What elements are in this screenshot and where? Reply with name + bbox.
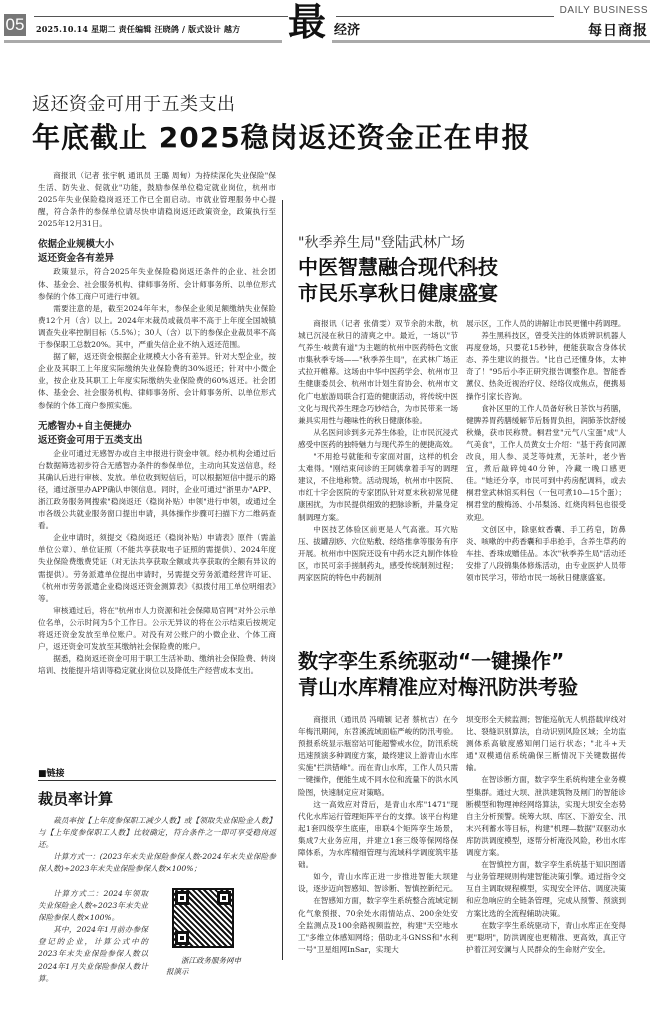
qr-code[interactable] [172,888,234,948]
paragraph: 如今，青山水库正进一步推进智能大坝建设，逐步迈向智感知、智诊断、智慎控新纪元。 [298,872,458,894]
calc-box-title: 裁员率计算 [38,790,114,808]
article2-kicker: "秋季养生局"登陆武林广场 [298,235,465,251]
calc-method-2: 计算方式二：2024年领取失业保险金人数÷2023年末失业保险参保人数×100%。 [38,889,148,923]
article1-body [38,170,276,677]
date-editor-line: 2025.10.14 星期二 责任编辑 汪晓鸽 / 版式设计 越方 [36,24,241,34]
article1-subhead-1 [38,238,276,266]
masthead-bar [332,40,650,43]
calc-box-body [38,815,276,875]
page-number: 05 [5,15,25,34]
paragraph: 中医技艺体验区前更是人气高涨。耳穴贴压、拔罐刮痧、穴位贴敷、经络推拿等服务有序开展。杭州市中医院还设有中药水泛丸制作体验区，市民可亲手搓制药丸，感受传统制剂过程；两家医院的特色中药制剂 [298,524,458,582]
paragraph: 企业申请时，须提交《稳岗返还（稳岗补贴）申请表》原件（需盖单位公章）、单位证照（不能共享获取电子证照的需提供）、2024年度失业保险费缴费凭证（对无法共享获取全额或共享获取的全额有异议的需提供）。劳务派遣单位提出申请时，另需提交劳务派遣经营许可证、《杭州市劳务派遣企业稳岗返还资金测算表》《拟拨付用工单位明细表》等。 [38,533,276,603]
paragraph: 文创区中，除驱蚊香囊、手工药皂，防鼻炎、咳嗽的中药香囊和手串抢手，含养生草药的车挂、香珠成赠佳品。本次"秋季养生局"活动还安排了八段锦集体修炼活动，由专业医护人员带领市民学习，带给市民一场秋日健康盛宴。 [466,524,626,582]
article3-column-1 [298,714,458,956]
paragraph: 政策显示，符合2025年失业保险稳岗返还条件的企业、社会团体、基金会、社会服务机构、律师事务所、会计师事务所、以单位形式参保的个体工商户可进行申领。 [38,267,276,301]
paragraph: 养生黑科技区，曾受关注的体质辨识机器人再度登场，只要花15秒钟，便能获取含身体状态、养生建议的报告。"比自己还懂身体，太神奇了！"95后小李正研究报告调整作息。智能香薰仪、热灸近视治疗仪、经络仪成焦点，便携易操作引家长咨询。 [466,331,626,401]
calc-box-body-2 [38,888,148,985]
paragraph: 商报讯（记者 张倩雯）双节余韵未散，杭城已沉浸在秋日的清爽之中。最近，一场以"节气养生·岐黄有道"为主题的杭州中医药特色文旅市集秋季专场——"秋季养生局"，在武林广场正式拉开帷幕。这场由中华中医药学会、杭州市卫生健康委员会、杭州市计划生育协会、杭州市文化广电旅游局联合打造的健康活动，将传统中医文化与现代养生理念巧妙结合，为市民带来一场兼具实用性与趣味性的秋日健康体验。 [298,319,458,425]
paper-name: 每日商报 [588,23,648,39]
paragraph: 审核通过后，将在"杭州市人力资源和社会保障局官网"对外公示单位名单，公示时间为5个工作日。公示无异议的将在公示结束后按规定将返还资金发放至单位账户。对没有对公账户的小微企业、个体工商户，返还资金可发放至其缴纳社会保险费的账户。 [38,605,276,652]
calc-intro: 裁员率按【上年度参保职工减少人数】或【领取失业保险金人数】与【上年度参保职工人数】比较确定，符合条件之一即可享受稳岗返还。 [38,816,276,850]
paragraph: 从名医问诊到多元养生体验，让市民沉浸式感受中医药的独特魅力与现代养生的便捷高效。 [298,427,458,449]
paragraph: 在智诊断方面，数字孪生系统构建全业务模型集群。通过大坝、泄洪建筑物及闸门的智能诊断模型和物理神经网络算法，实现大坝安全态势自主分析预警。统筹大坝、库区、下游安全、汛末兴利蓄水等目标，构建"机理—数据"双驱动水库防洪调度模型，逐帮分析淹没风险，秒出水库调度方案。 [466,775,626,858]
article2-title [298,254,498,306]
link-tag: ■链接 [38,766,276,781]
article3-title [298,648,578,700]
article2-column-2 [466,318,626,584]
article1-kicker: 返还资金可用于五类支出 [32,94,236,115]
qr-finder [175,931,189,945]
qr-finder [175,891,189,905]
subhead-line: 返还资金可用于五类支出 [38,434,143,446]
title-line: 青山水库精准应对梅汛防洪考验 [298,675,578,699]
title-line: 市民乐享秋日健康盛宴 [298,281,498,305]
calc-note: 其中，2024年1月前办参保登记的企业，计算公式中的2023年末失业保险参保人数以2024年1月失业保险参保人数计算。 [38,925,148,983]
masthead-rule [34,16,288,17]
paragraph: 企业可通过无感智办或自主申报进行资金申领。经办机构会通过后台数据筛选初步符合无感智办条件的参保单位，主动向其发送信息，经其确认后进行审核、发放。单位收到短信后，可以根据短信中提示的路径，通过浙里办APP确认申领信息。同时，企业可通过"浙里办"APP、浙江政务服务网搜索"稳岗返还（稳岗补贴）申领"进行申领，或通过全市各级公共就业服务窗口提出申请，具体操作步骤可扫描下方二维码查看。 [38,448,276,531]
subhead-line: 返还资金各有差异 [38,253,115,265]
article3-column-2 [466,714,626,956]
paragraph: 在智感知方面，数字孪生系统整合流域定制化气象预报、70余处水雨情站点、200余处安全监测点及100余路视频监控，构建"天空地水工"多维立体感知网络；借助北斗GNSS和"水利一号"卫星组网InSar，实现大 [298,896,458,954]
article2-column-1 [298,318,458,584]
subhead-line: 依据企业规模大小 [38,239,115,251]
subhead-line: 无感智办+自主便捷办 [38,420,132,432]
paper-english-name: DAILY BUSINESS [559,5,648,16]
paragraph: 坝变形全天候监测；智能巡航无人机搭载岸线对比、裂缝识别算法，自动识别风险区域；全坊监测体系高敏度感知闸门运行状态；"北斗+天通"双模通信系统确保三断情况下关键数据传输。 [466,715,626,773]
qr-caption: 浙江政务服务网申报演示 [166,956,241,976]
paragraph: 商报讯（通讯员 冯晴颖 记者 蔡杭吉）在今年梅汛期间，东苕溪流域面临严峻的防汛考验。预报系统显示瓶窑站可能超警戒水位，防汛系统迅速预演多种调度方案，最终建议上游青山水库实施"拦洪错峰"。而在青山水库，工作人员只需一键操作，便能生成不同水位和流量下的洪水风险图，快速制定应对策略。 [298,715,458,797]
article1-title: 年底截止 2025稳岗返还资金正在申报 [32,121,531,154]
masthead-rule [336,16,554,17]
title-line: 数字孪生系统驱动“一键操作” [298,649,565,673]
paragraph: 需要注意的是，截至2024年年末，参保企业须足额缴纳失业保险费12个月（含）以上。2024年末裁员或裁员率不高于上年度全国城镇调查失业率控制目标（5.5%）；30人（含）以下的参保企业裁员率不高于参保职工总数20%。其中，严重失信企业不纳入返还范围。 [38,303,276,350]
paragraph: 食补区里的工作人员备好秋日茶饮与药膳，健脾养胃药膳缓解节后肠胃负担，润肺茶饮舒缓秋燥，获市民称赞。桐君堂"元气八宝蛋"成"人气美食"，工作人员黄女士介绍："基于药食同源改良，用人参、灵芝等炖煮，无茶叶，老少皆宜，煮后敲碎炖40分钟，冷藏一晚口感更佳。"她还分享，市民可到中药房配调料，或去桐君堂武林馆买料包（一包可煮10—15个蛋）；桐君堂的酸梅汤、小吊梨汤、红烧肉料包也很受欢迎。 [466,403,626,522]
paragraph: 在数字孪生系统驱动下，青山水库正在变得更"聪明"，防洪调度也更精准、更高效，真正守护着江河安澜与人民群众的生命财产安全。 [466,920,626,954]
qr-finder [217,891,231,905]
paragraph: 据悉，稳岗返还资金可用于职工生活补助、缴纳社会保险费、转岗培训、技能提升培训等稳定就业岗位以及降低生产经营成本支出。 [38,654,276,676]
paragraph: 在智慎控方面，数字孪生系统基于知识图谱与业务管理规则构建智能决策引擎。通过指令交互自主调取规程模型，实现安全评估、调度决策和应急响应的全链条管理，完成从预警、预演到方案比选的全流程辅助决策。 [466,860,626,918]
title-line: 中医智慧融合现代科技 [298,255,498,279]
article1-subhead-2 [38,420,276,448]
section-name: 经济 [334,23,361,38]
paragraph: 展示区，工作人员的讲解让市民更懂中药调理。 [466,319,626,328]
column-divider [282,200,283,960]
article1-lead: 商报讯（记者 张宇帆 通讯员 王璐 周甸）为持续深化失业保险"保生活、防失业、促就业"功能，鼓励参保单位稳定就业岗位，杭州市2025年失业保险稳岗返还工作已全面启动。市就业管理服务中心提醒，符合条件的参保单位请尽快申请稳岗返还政策资金，政策执行至2025年12月31日。 [38,171,276,229]
masthead-bar [4,40,282,43]
paragraph: 据了解，返还资金根据企业规模大小各有差异。针对大型企业，按企业及其职工上年度实际缴纳失业保险费的30%返还；针对中小微企业，按企业及其职工上年度实际缴纳失业保险费的60%返还。社会团体、基金会、社会服务机构、律师事务所、会计师事务所、以单位形式参保的个体工商户参照实施。 [38,352,276,410]
paragraph: "不用抢号就能和专家面对面，这样的机会太难得。"刚结束问诊的王阿姨拿着手写的调理建议，不住地称赞。活动现场，杭州市中医院、市红十字会医院的专家团队针对夏末秋初常见健康困扰，为市民提供细致的把脉诊断，并量身定制调理方案。 [298,452,458,522]
masthead-zui-logo: 最 [288,0,327,44]
paragraph: 这一高效应对背后，是青山水库"1471"现代化水库运行管理矩阵平台的支撑。该平台构建起1套四级孪生底座，串联4个矩阵孪生场景，集成7大业务应用，并建立1套三级等保网络保障体系，为水库精细管理与流域科学调度筑牢基础。 [298,799,458,870]
calc-method-1: 计算方式一：(2023年末失业保险参保人数-2024年末失业保险参保人数)÷2023年末失业保险参保人数×100%； [38,852,276,874]
